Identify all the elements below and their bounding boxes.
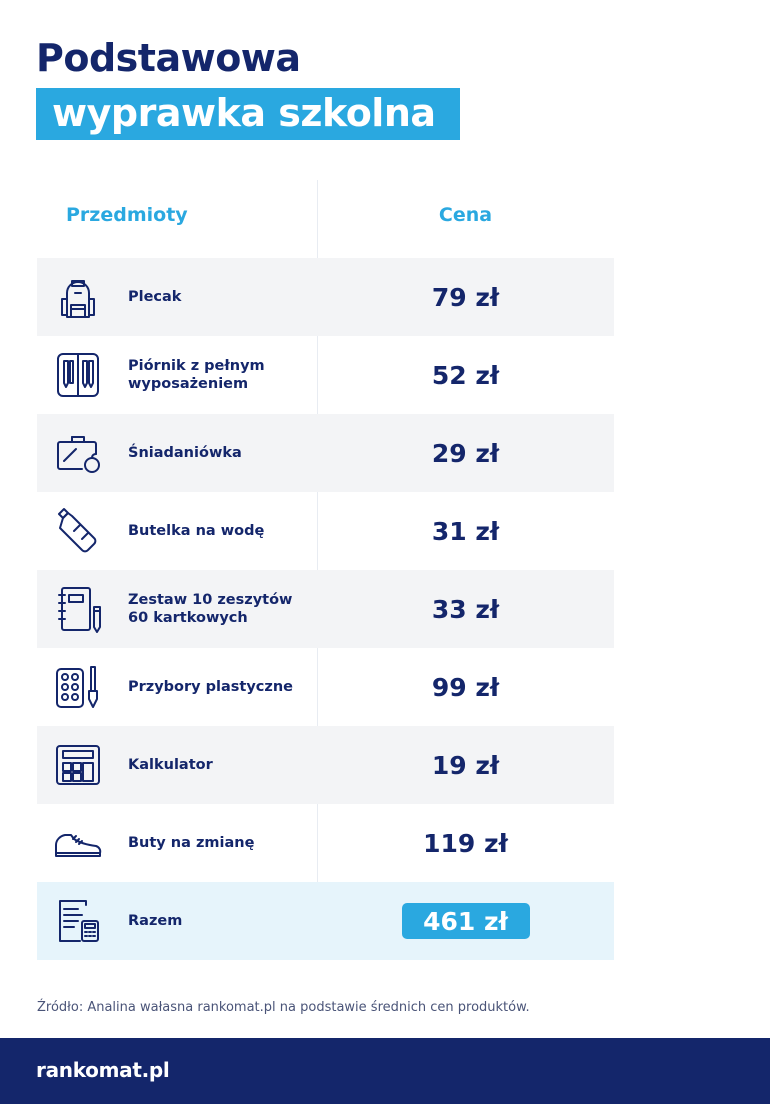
item-label: Zestaw 10 zeszytów 60 kartkowych: [128, 592, 293, 626]
table-row: [37, 804, 614, 882]
item-label: Butelka na wodę: [128, 523, 265, 539]
backpack-icon: [54, 273, 102, 321]
item-label: Piórnik z pełnym wyposażeniem: [128, 358, 265, 392]
table-row: [37, 258, 614, 336]
total-price-badge: 461 zł: [402, 903, 530, 939]
source-note: Źródło: Analina wałasna rankomat.pl na podstawie średnich cen produktów.: [37, 1000, 530, 1015]
table-row: [37, 492, 614, 570]
item-price: 52 zł: [431, 360, 500, 390]
item-price: 33 zł: [431, 594, 500, 624]
table-row: [37, 414, 614, 492]
item-label: Przybory plastyczne: [128, 679, 294, 695]
item-price: 99 zł: [431, 672, 500, 702]
page-title-line1: Podstawowa: [36, 36, 301, 80]
page-title-line2: wyprawka szkolna: [36, 88, 460, 140]
shoe-icon: [54, 819, 102, 867]
item-price: 119 zł: [423, 828, 508, 858]
notebook-icon: [54, 585, 102, 633]
total-label: Razem: [128, 913, 183, 929]
total-price-cell: [317, 882, 614, 960]
table-header: [37, 180, 614, 258]
table-row: [37, 648, 614, 726]
paint-palette-icon: [54, 663, 102, 711]
footer-bar: [0, 1038, 770, 1104]
item-label: Śniadaniówka: [128, 445, 242, 461]
table-row: [37, 726, 614, 804]
header-price: Cena: [438, 204, 493, 226]
item-price: 31 zł: [431, 516, 500, 546]
water-bottle-icon: [54, 507, 102, 555]
item-price: 29 zł: [431, 438, 500, 468]
price-table: [37, 180, 614, 960]
item-label: Buty na zmianę: [128, 835, 255, 851]
item-label: Plecak: [128, 289, 182, 305]
lunchbox-icon: [54, 429, 102, 477]
item-label: Kalkulator: [128, 757, 213, 773]
table-row: [37, 336, 614, 414]
table-row: [37, 570, 614, 648]
total-row: [37, 882, 614, 960]
calculator-icon: [54, 741, 102, 789]
item-price: 79 zł: [431, 282, 500, 312]
pencil-case-icon: [54, 351, 102, 399]
receipt-icon: [54, 897, 102, 945]
header-items: Przedmioty: [66, 204, 188, 226]
item-price: 19 zł: [431, 750, 500, 780]
brand-logo: rankomat.pl: [36, 1058, 170, 1082]
